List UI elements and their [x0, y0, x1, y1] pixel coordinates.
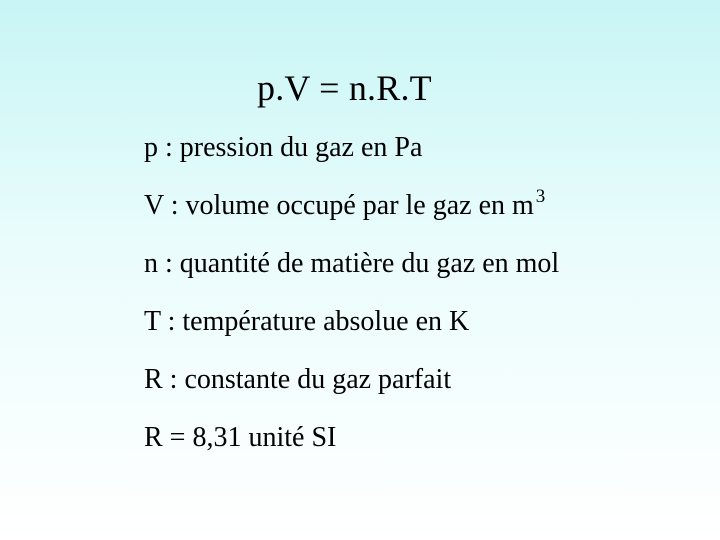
r-value: R = 8,31 unité SI: [144, 422, 337, 453]
definition-r: R : constante du gaz parfait: [144, 364, 452, 395]
formula-title: p.V = n.R.T: [257, 68, 432, 108]
definition-t: T : température absolue en K: [144, 306, 470, 337]
definition-p: p : pression du gaz en Pa: [144, 132, 423, 163]
definition-v-exponent: 3: [535, 186, 546, 207]
definition-v: [144, 188, 545, 227]
definition-v-text: V : volume occupé par le gaz en m: [144, 190, 534, 221]
definition-n: n : quantité de matière du gaz en mol: [144, 248, 560, 279]
